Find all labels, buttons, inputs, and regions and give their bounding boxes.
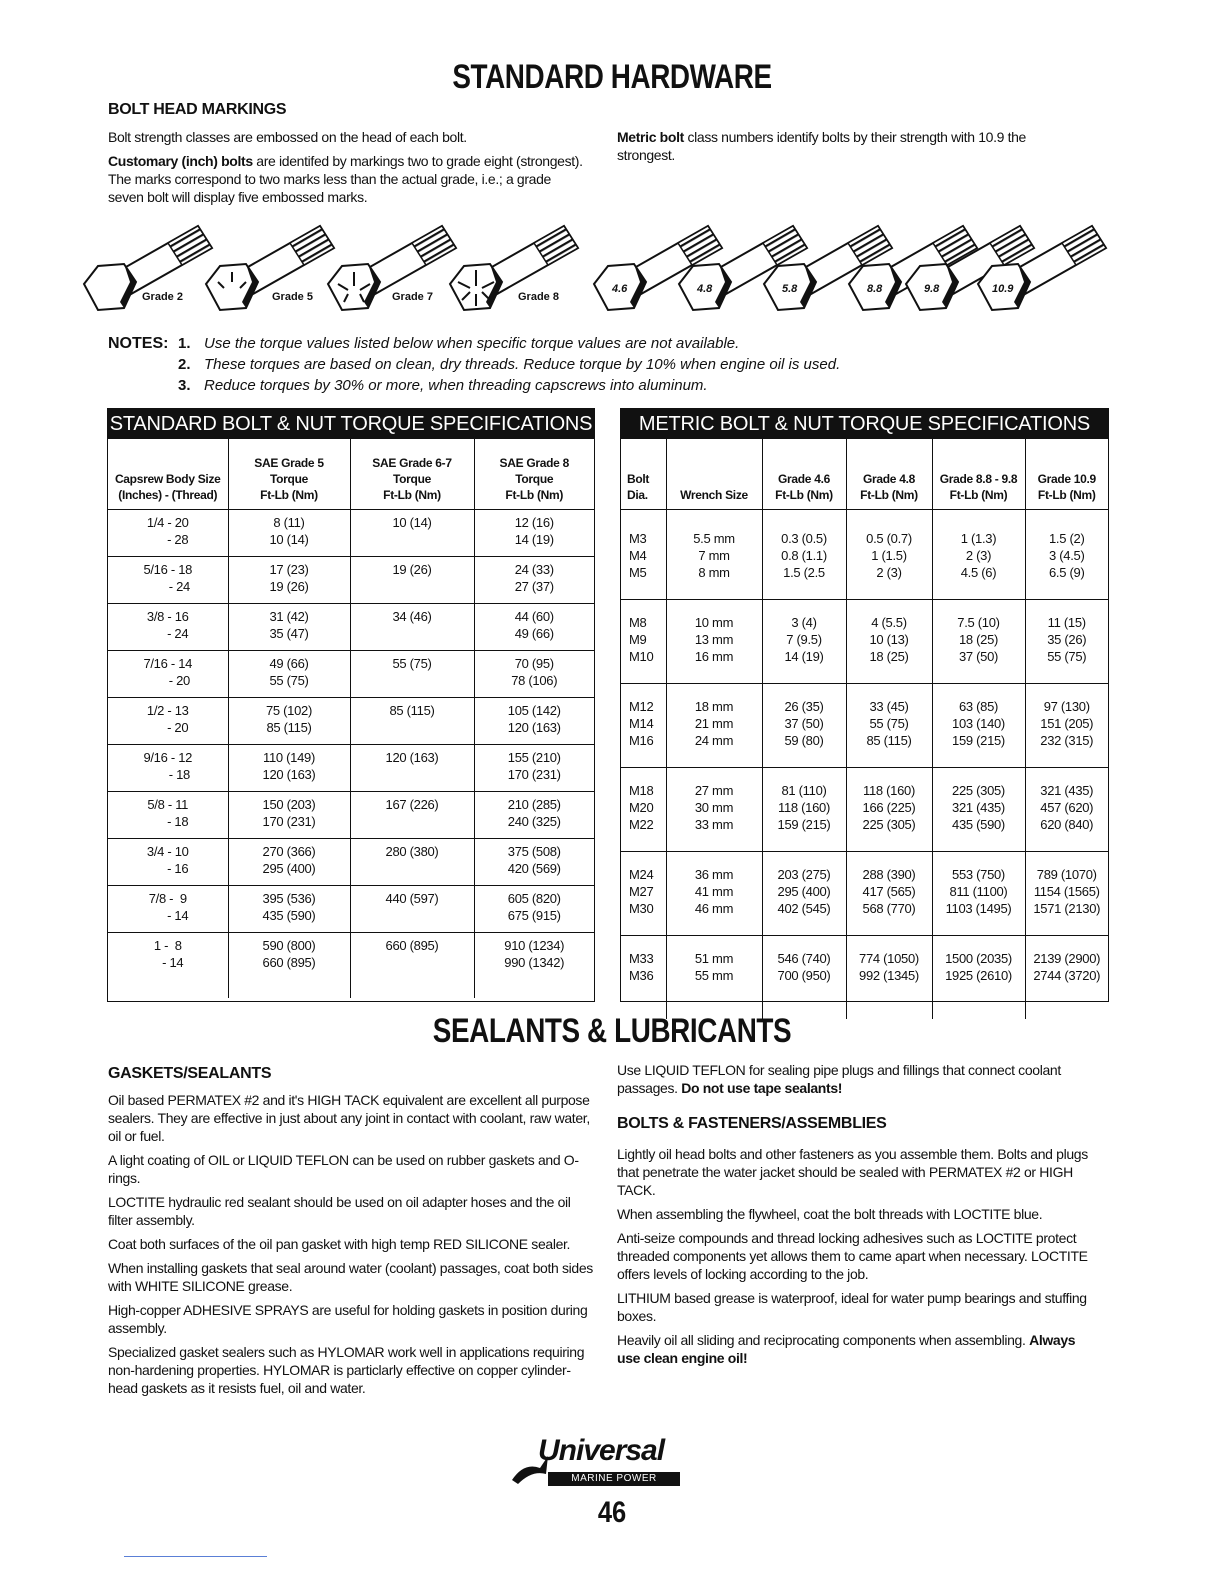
page-title: STANDARD HARDWARE: [452, 58, 772, 96]
note-item: 3. Reduce torques by 30% or more, when threading capscrews into aluminum.: [178, 377, 708, 394]
met-table-row: [621, 851, 1108, 935]
std-cell: 49 (66) 55 (75): [228, 650, 350, 697]
logo-brand: Universal: [538, 1434, 665, 1467]
standard-table-title: STANDARD BOLT & NUT TORQUE SPECIFICATIONS: [108, 409, 594, 439]
gaskets-paragraph: When installing gaskets that seal around water (coolant) passages, coat both sides with WHITE SILICONE grease.: [108, 1260, 593, 1294]
metric-label-4: 9.8: [924, 283, 940, 295]
std-cell: 270 (366) 295 (400): [228, 838, 350, 885]
met-header-wrench: Wrench Size: [666, 439, 762, 509]
std-cell: 24 (33) 27 (37): [474, 556, 594, 603]
met-table-row: [621, 683, 1108, 767]
gaskets-paragraph: High-copper ADHESIVE SPRAYS are useful for holding gaskets in position during assembly.: [108, 1302, 588, 1336]
std-cell: 210 (285) 240 (325): [474, 791, 594, 838]
bolt-markings-heading: BOLT HEAD MARKINGS: [108, 101, 287, 118]
std-header-grade5: SAE Grade 5 Torque Ft-Lb (Nm): [228, 439, 350, 509]
met-header-grade48: Grade 4.8 Ft-Lb (Nm): [846, 439, 932, 509]
met-cell: M33 M36: [629, 950, 654, 983]
page-number: 46: [597, 1496, 627, 1529]
met-cell: 225 (305) 321 (435) 435 (590): [932, 767, 1025, 851]
std-cell: 120 (163): [350, 744, 474, 791]
std-cell: 55 (75): [350, 650, 474, 697]
gaskets-heading: GASKETS/SEALANTS: [108, 1065, 272, 1082]
std-cell: 31 (42) 35 (47): [228, 603, 350, 650]
met-cell: 774 (1050) 992 (1345): [846, 935, 932, 1019]
met-cell: 1.5 (2) 3 (4.5) 6.5 (9): [1025, 509, 1108, 599]
std-table-row: [108, 838, 594, 885]
gaskets-paragraph: LOCTITE hydraulic red sealant should be used on oil adapter hoses and the oil filter assembly.: [108, 1194, 571, 1228]
std-cell: 70 (95) 78 (106): [474, 650, 594, 697]
customary-bolts-text: Customary (inch) bolts are identifed by markings two to grade eight (strongest). The marks correspond to two marks less than the actual grade, i.e.; a grade seven bolt will display five embossed marks.: [108, 153, 583, 205]
std-cell: 1 - 8 - 14: [153, 937, 184, 970]
met-cell: 5.5 mm 7 mm 8 mm: [666, 509, 762, 599]
bolts-paragraph: Anti-seize compounds and thread locking adhesives such as LOCTITE protect threaded components yet allows them to came apart when necessary. LOCTITE offers levels of locking according to the job.: [617, 1230, 1088, 1282]
bolt-grade-7: [328, 226, 456, 310]
std-cell: 155 (210) 170 (231): [474, 744, 594, 791]
standard-torque-table: [107, 408, 595, 1002]
std-table-row: [108, 650, 594, 697]
std-cell: 910 (1234) 990 (1342): [474, 932, 594, 998]
bolts-paragraph: Lightly oil head bolts and other fasteners as you assemble them. Bolts and plugs that penetrate the water jacket should be sealed with PERMATEX #2 or HIGH TACK.: [617, 1146, 1088, 1198]
met-cell: 26 (35) 37 (50) 59 (80): [762, 683, 846, 767]
std-cell: 85 (115): [350, 697, 474, 744]
met-cell: 4 (5.5) 10 (13) 18 (25): [846, 599, 932, 683]
met-cell: 553 (750) 811 (1100) 1103 (1495): [932, 851, 1025, 935]
bolt-head-illustrations: [80, 212, 1120, 328]
met-header-dia: Bolt Dia.: [621, 439, 666, 509]
metric-label-0: 4.6: [612, 283, 628, 295]
note-item: 2. These torques are based on clean, dry threads. Reduce torque by 10% when engine oil is used.: [178, 356, 841, 373]
met-cell: 81 (110) 118 (160) 159 (215): [762, 767, 846, 851]
gaskets-paragraph: A light coating of OIL or LIQUID TEFLON can be used on rubber gaskets and O-rings.: [108, 1152, 579, 1186]
bolts-paragraph: LITHIUM based grease is waterproof, ideal for water pump bearings and stuffing boxes.: [617, 1290, 1087, 1324]
std-cell: 8 (11) 10 (14): [228, 509, 350, 556]
std-cell: 17 (23) 19 (26): [228, 556, 350, 603]
std-table-row: [108, 509, 594, 556]
std-cell: 5/16 - 18 - 24: [108, 556, 228, 603]
met-cell: 288 (390) 417 (565) 568 (770): [846, 851, 932, 935]
std-cell: 590 (800) 660 (895): [228, 932, 350, 998]
met-cell: 0.5 (0.7) 1 (1.5) 2 (3): [846, 509, 932, 599]
metric-label-2: 5.8: [782, 283, 798, 295]
bolt-grade-2: [84, 226, 212, 310]
gaskets-paragraph: Specialized gasket sealers such as HYLOMAR work well in applications requiring non-hardening properties. HYLOMAR is particlarly effective on copper cylinder-head gaskets as it resists fuel, oil and water.: [108, 1344, 585, 1396]
bolt-label-sae-2: Grade 7: [392, 291, 433, 303]
teflon-text: Use LIQUID TEFLON for sealing pipe plugs and fillings that connect coolant passages. Do not use tape sealants!: [617, 1062, 1061, 1096]
met-cell: M8 M9 M10: [621, 599, 666, 683]
met-cell: 2139 (2900) 2744 (3720): [1025, 935, 1108, 1019]
std-cell: 375 (508) 420 (569): [474, 838, 594, 885]
met-cell: 1 (1.3) 2 (3) 4.5 (6): [932, 509, 1025, 599]
std-cell: 440 (597): [350, 885, 474, 932]
std-cell: 7/8 - 9 - 14: [108, 885, 228, 932]
met-cell: 203 (275) 295 (400) 402 (545): [762, 851, 846, 935]
met-header-grade88: Grade 8.8 - 9.8 Ft-Lb (Nm): [932, 439, 1025, 509]
met-cell: 546 (740) 700 (950): [762, 935, 846, 1019]
note-item: 1. Use the torque values listed below when specific torque values are not available.: [178, 335, 740, 352]
bolt-markings-intro: Bolt strength classes are embossed on the head of each bolt.: [108, 129, 467, 145]
std-cell: 395 (536) 435 (590): [228, 885, 350, 932]
logo-tagline: MARINE POWER: [548, 1472, 680, 1486]
bolts-paragraph-last: Heavily oil all sliding and reciprocating components when assembling. Always use clean engine oil!: [617, 1332, 1076, 1366]
metric-label-3: 8.8: [867, 283, 883, 295]
met-table-row: [621, 767, 1108, 851]
met-cell: M24 M27 M30: [621, 851, 666, 935]
met-cell: 36 mm 41 mm 46 mm: [666, 851, 762, 935]
met-cell: 789 (1070) 1154 (1565) 1571 (2130): [1025, 851, 1108, 935]
bolt-grade-8: [450, 226, 578, 310]
std-cell: 105 (142) 120 (163): [474, 697, 594, 744]
bolt-markings-left-text: [108, 128, 583, 212]
metric-table-title: METRIC BOLT & NUT TORQUE SPECIFICATIONS: [621, 409, 1108, 439]
met-table-row: [621, 509, 1108, 599]
std-table-row: [108, 603, 594, 650]
std-cell: 280 (380): [350, 838, 474, 885]
met-cell: 3 (4) 7 (9.5) 14 (19): [762, 599, 846, 683]
met-header-grade46: Grade 4.6 Ft-Lb (Nm): [762, 439, 846, 509]
met-table-row: [621, 935, 1108, 1019]
std-cell: 3/4 - 10 - 16: [108, 838, 228, 885]
std-table-row: [108, 791, 594, 838]
std-cell: 660 (895): [350, 932, 474, 998]
std-cell: 34 (46): [350, 603, 474, 650]
met-cell: 27 mm 30 mm 33 mm: [666, 767, 762, 851]
met-cell: 11 (15) 35 (26) 55 (75): [1025, 599, 1108, 683]
notes-label: NOTES:: [108, 335, 169, 352]
std-cell: 75 (102) 85 (115): [228, 697, 350, 744]
bolt-label-sae-0: Grade 2: [142, 291, 183, 303]
std-cell: 110 (149) 120 (163): [228, 744, 350, 791]
std-cell: 19 (26): [350, 556, 474, 603]
met-cell: 10 mm 13 mm 16 mm: [666, 599, 762, 683]
std-cell: 167 (226): [350, 791, 474, 838]
gaskets-text: [108, 1091, 596, 1403]
std-cell: 3/8 - 16 - 24: [108, 603, 228, 650]
footer-rule: [124, 1556, 267, 1557]
met-cell: 51 mm 55 mm: [666, 935, 762, 1019]
std-cell: 12 (16) 14 (19): [474, 509, 594, 556]
bolts-fasteners-text: [617, 1145, 1095, 1373]
met-cell: 118 (160) 166 (225) 225 (305): [846, 767, 932, 851]
met-cell: 1500 (2035) 1925 (2610): [932, 935, 1025, 1019]
met-cell: M3 M4 M5: [621, 509, 666, 599]
bolts-paragraph: When assembling the flywheel, coat the bolt threads with LOCTITE blue.: [617, 1206, 1043, 1222]
met-header-grade109: Grade 10.9 Ft-Lb (Nm): [1025, 439, 1108, 509]
met-cell: M18 M20 M22: [621, 767, 666, 851]
bolt-label-sae-3: Grade 8: [518, 291, 559, 303]
bolt-label-sae-1: Grade 5: [272, 291, 313, 303]
metric-label-1: 4.8: [697, 283, 713, 295]
std-cell: 7/16 - 14 - 20: [108, 650, 228, 697]
met-cell: 0.3 (0.5) 0.8 (1.1) 1.5 (2.5: [762, 509, 846, 599]
bolts-fasteners-heading: BOLTS & FASTENERS/ASSEMBLIES: [617, 1115, 887, 1132]
met-cell: 321 (435) 457 (620) 620 (840): [1025, 767, 1108, 851]
std-cell: 605 (820) 675 (915): [474, 885, 594, 932]
std-cell: 44 (60) 49 (66): [474, 603, 594, 650]
metric-torque-table: [620, 408, 1109, 1002]
met-table-row: [621, 599, 1108, 683]
met-cell: M12 M14 M16: [621, 683, 666, 767]
sealants-title: SEALANTS & LUBRICANTS: [432, 1012, 792, 1050]
universal-logo: [512, 1434, 682, 1494]
std-cell: 9/16 - 12 - 18: [108, 744, 228, 791]
std-cell: 5/8 - 11 - 18: [108, 791, 228, 838]
met-cell: 7.5 (10) 18 (25) 37 (50): [932, 599, 1025, 683]
gaskets-paragraph: Coat both surfaces of the oil pan gasket with high temp RED SILICONE sealer.: [108, 1236, 571, 1252]
std-table-row: [108, 744, 594, 791]
std-header-grade67: SAE Grade 6-7 Torque Ft-Lb (Nm): [350, 439, 474, 509]
met-cell: 33 (45) 55 (75) 85 (115): [846, 683, 932, 767]
std-cell: 10 (14): [350, 509, 474, 556]
std-table-row: [108, 885, 594, 932]
std-header-size: Capsrew Body Size (Inches) - (Thread): [108, 439, 228, 509]
std-table-row: [108, 697, 594, 744]
met-cell: 63 (85) 103 (140) 159 (215): [932, 683, 1025, 767]
gaskets-paragraph: Oil based PERMATEX #2 and it's HIGH TACK equivalent are excellent all purpose sealers. They are effective in just about any joint in contact with coolant, raw water, oil or fuel.: [108, 1092, 590, 1144]
std-header-grade8: SAE Grade 8 Torque Ft-Lb (Nm): [474, 439, 594, 509]
std-table-row: [108, 556, 594, 603]
std-cell: 1/4 - 20 - 28: [108, 509, 228, 556]
met-cell: 18 mm 21 mm 24 mm: [666, 683, 762, 767]
std-cell: 150 (203) 170 (231): [228, 791, 350, 838]
metric-bolt-text: Metric bolt class numbers identify bolts by their strength with 10.9 the strongest.: [617, 129, 1026, 163]
met-cell: 97 (130) 151 (205) 232 (315): [1025, 683, 1108, 767]
bolt-grade-5: [206, 226, 334, 310]
std-table-row: [108, 932, 594, 998]
std-cell: 1/2 - 13 - 20: [108, 697, 228, 744]
metric-label-5: 10.9: [992, 283, 1014, 295]
